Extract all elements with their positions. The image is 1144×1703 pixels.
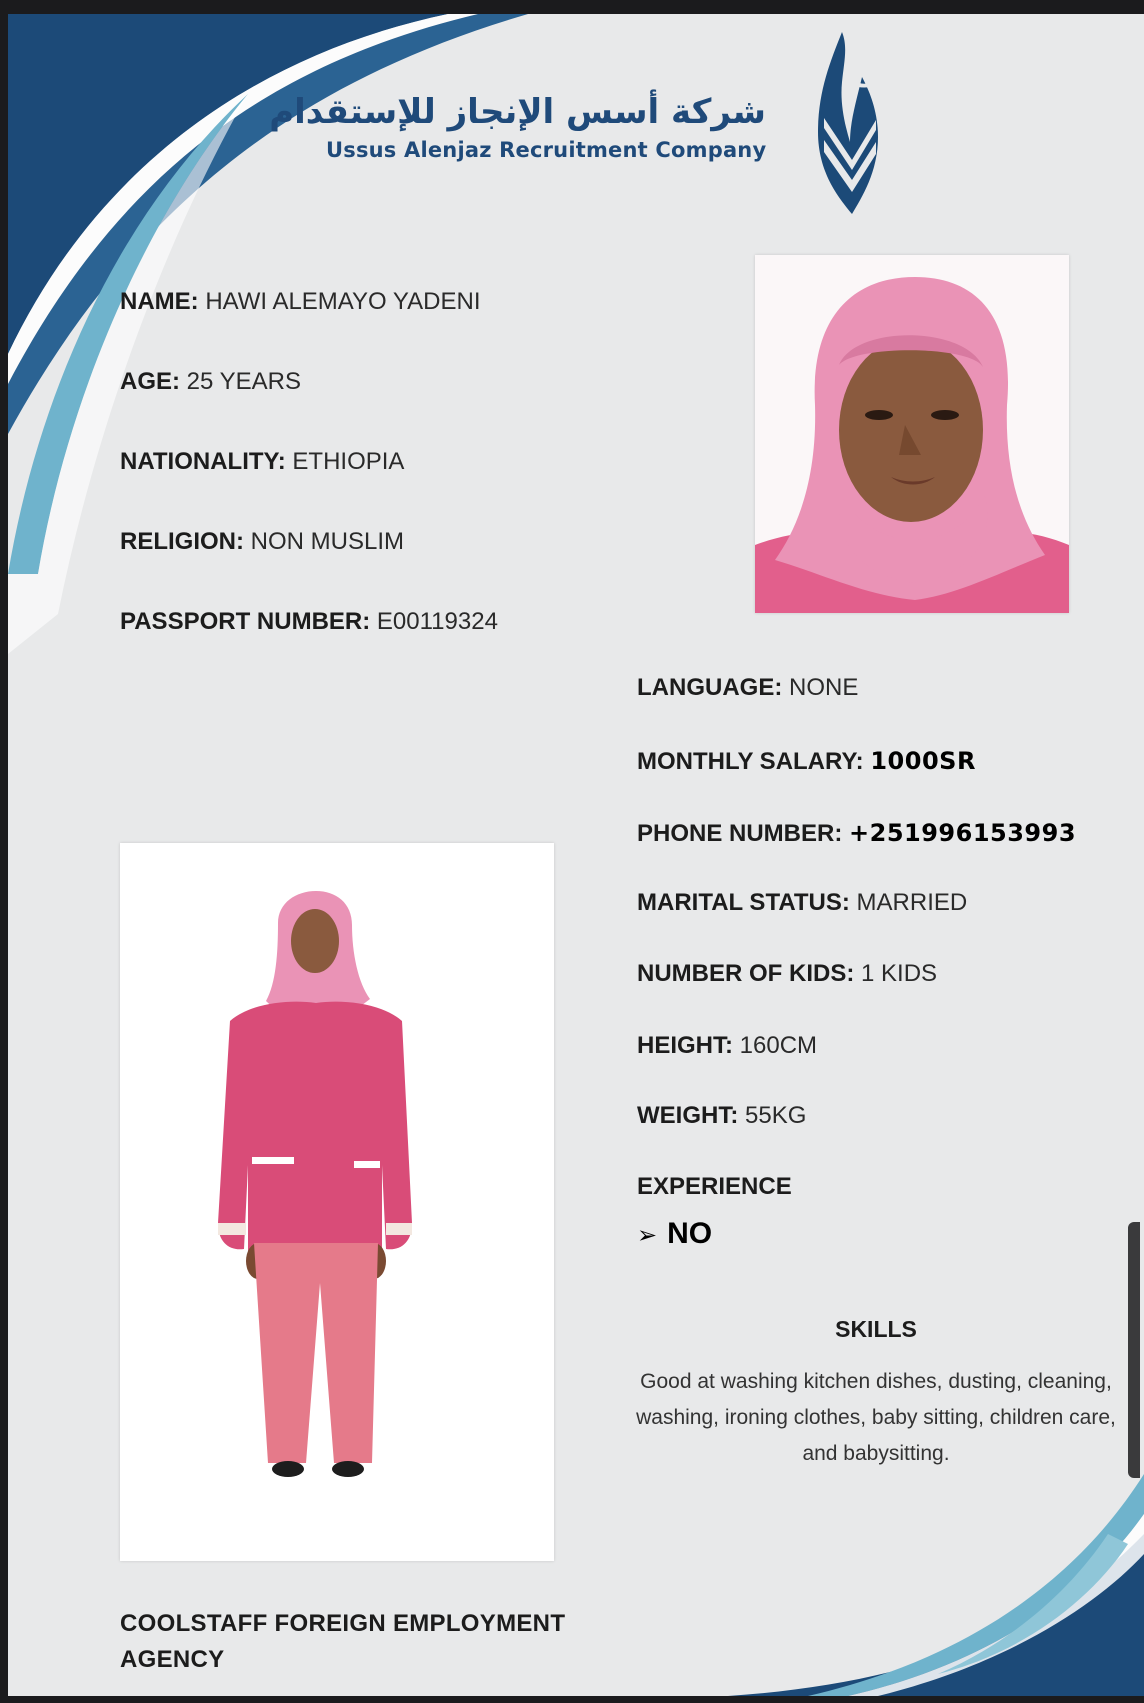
language-value: NONE — [789, 674, 859, 701]
nationality-value: ETHIOPIA — [292, 448, 405, 475]
passport-value: E00119324 — [376, 608, 498, 635]
salary-label: MONTHLY SALARY: — [637, 748, 864, 775]
experience-item-text: NO — [667, 1217, 713, 1250]
salary-value: 1000SR — [870, 747, 976, 775]
company-name-english: Ussus Alenjaz Recruitment Company — [326, 138, 767, 162]
marital-value: MARRIED — [856, 889, 968, 916]
phone-value: +251996153993 — [849, 819, 1077, 847]
field-height — [637, 1032, 817, 1060]
religion-label: RELIGION: — [120, 528, 244, 555]
field-weight — [637, 1102, 806, 1130]
field-passport — [120, 608, 498, 636]
company-logo-icon — [800, 22, 900, 222]
field-kids — [637, 960, 937, 988]
experience-item — [637, 1217, 712, 1251]
height-label: HEIGHT: — [637, 1032, 733, 1059]
kids-label: NUMBER OF KIDS: — [637, 960, 855, 987]
marital-label: MARITAL STATUS: — [637, 889, 850, 916]
height-value: 160CM — [739, 1032, 818, 1059]
side-scroll-handle[interactable] — [1128, 1222, 1140, 1478]
kids-value: 1 KIDS — [861, 960, 938, 987]
svg-text:ع: ع — [850, 53, 871, 88]
full-body-photo — [120, 843, 554, 1561]
field-name — [120, 288, 481, 316]
arrowhead-icon: ➢ — [637, 1221, 658, 1249]
age-label: AGE: — [120, 368, 180, 395]
field-phone — [637, 819, 1076, 848]
field-religion — [120, 528, 404, 556]
skills-description: Good at washing kitchen dishes, dusting, cleaning, washing, ironing clothes, baby sitting, children care, and babysitting. — [636, 1370, 1116, 1465]
full-body-photo-illustration — [120, 843, 554, 1561]
religion-value: NON MUSLIM — [250, 528, 405, 555]
nationality-label: NATIONALITY: — [120, 448, 286, 475]
company-name-arabic: شركة أسس الإنجاز للإستقدام — [269, 92, 766, 132]
skills-heading: SKILLS — [835, 1316, 917, 1342]
passport-label: PASSPORT NUMBER: — [120, 608, 371, 635]
phone-label: PHONE NUMBER: — [637, 820, 843, 847]
agency-name: COOLSTAFF FOREIGN EMPLOYMENT AGENCY — [120, 1610, 566, 1673]
name-label: NAME: — [120, 288, 199, 315]
weight-label: WEIGHT: — [637, 1102, 739, 1129]
language-label: LANGUAGE: — [637, 674, 783, 701]
field-language — [637, 674, 858, 702]
experience-heading: EXPERIENCE — [637, 1173, 792, 1200]
field-salary — [637, 747, 976, 776]
cv-page — [8, 14, 1144, 1696]
field-marital-status — [637, 889, 967, 917]
field-age — [120, 368, 301, 396]
face-photo-illustration — [755, 255, 1069, 613]
age-value: 25 YEARS — [186, 368, 301, 395]
weight-value: 55KG — [745, 1102, 807, 1129]
name-value: HAWI ALEMAYO YADENI — [205, 288, 481, 315]
face-photo — [755, 255, 1069, 613]
field-nationality — [120, 448, 404, 476]
